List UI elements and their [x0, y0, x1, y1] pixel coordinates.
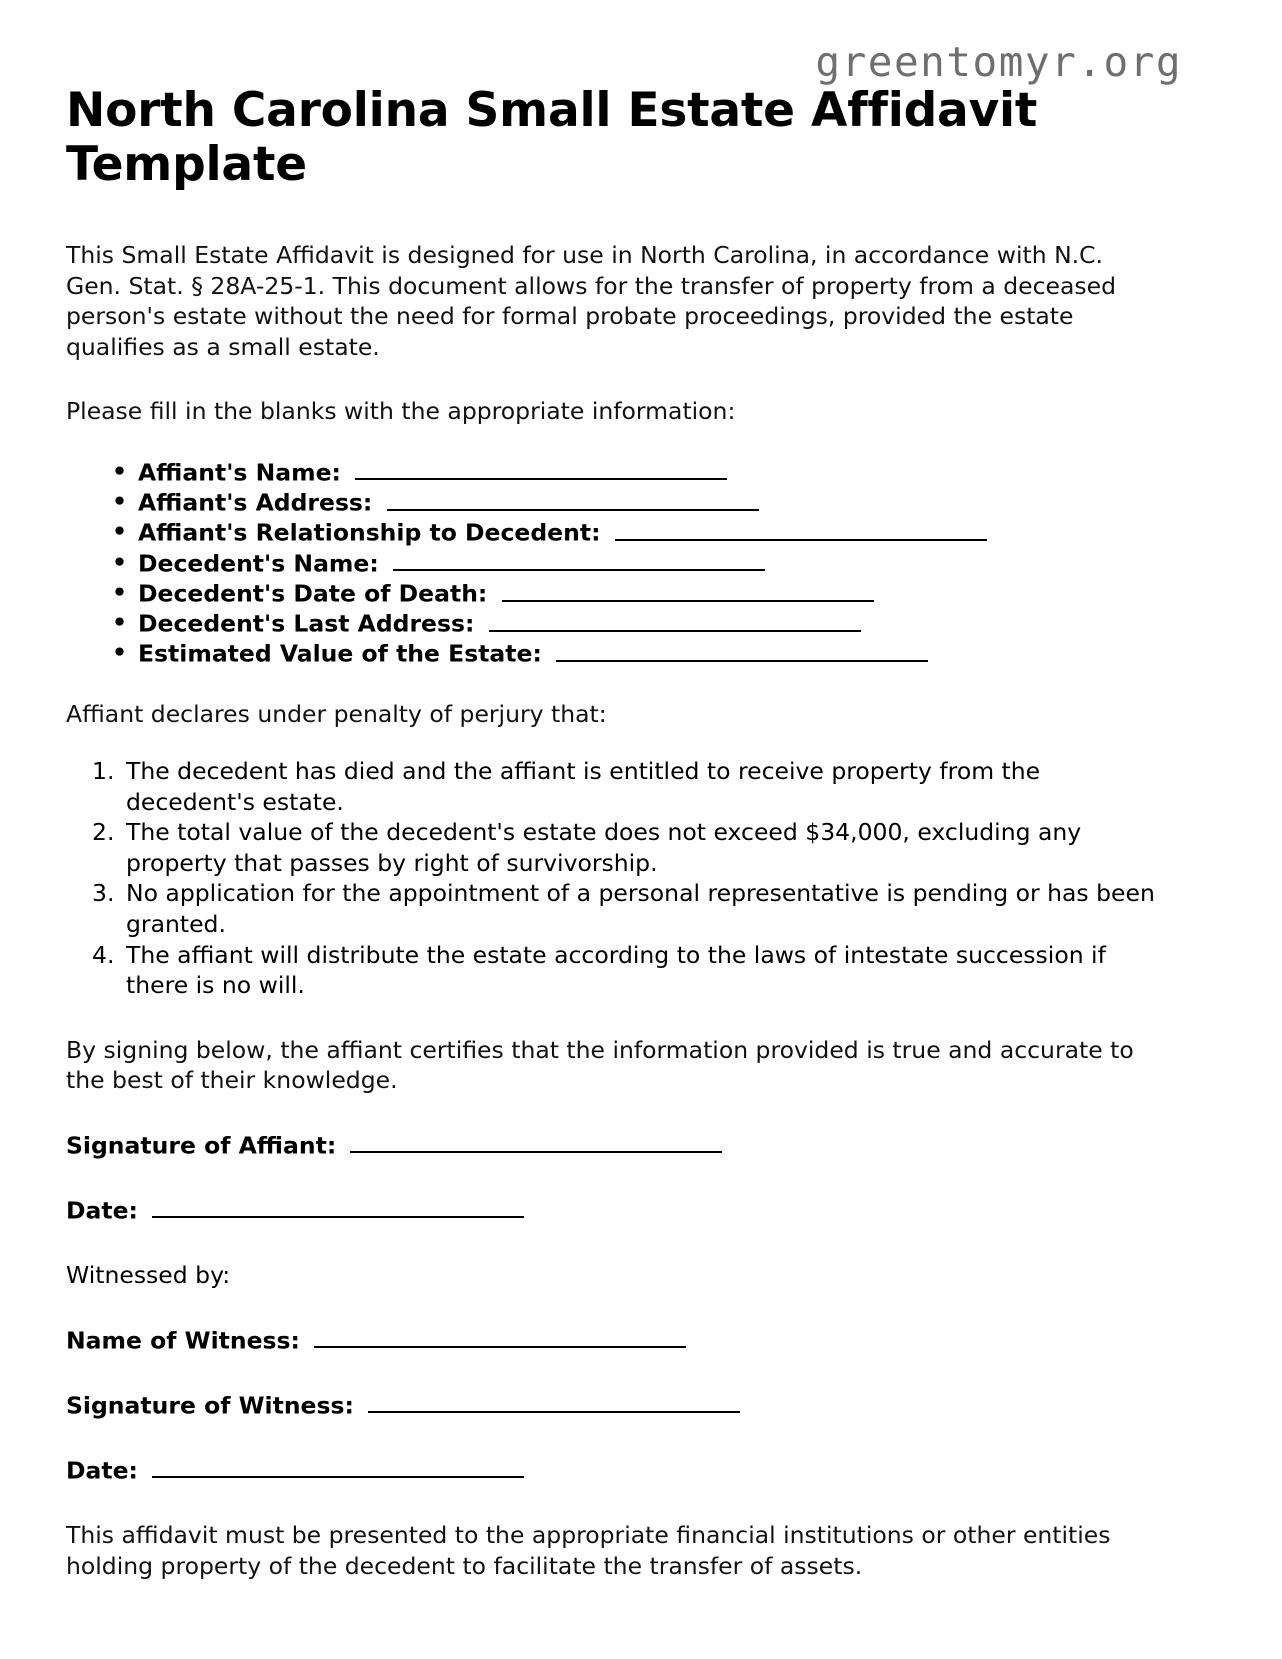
site-watermark: greentomyr.org	[815, 38, 1182, 86]
list-item-estimated-value	[112, 638, 1156, 669]
blank-input-decedent-date-of-death[interactable]	[502, 578, 874, 602]
field-label: Affiant's Address:	[138, 488, 373, 517]
date-witness-row	[66, 1455, 1156, 1486]
bullet-icon: •	[112, 517, 128, 546]
bullet-icon: •	[112, 638, 128, 667]
list-item: The affiant will distribute the estate according to the laws of intestate succession if there is no will.	[126, 940, 1106, 1000]
witness-name-row	[66, 1325, 1156, 1356]
list-item-affiant-relationship	[112, 517, 1156, 547]
blank-fields-list	[66, 457, 1156, 669]
blank-input-affiant-relationship[interactable]	[615, 517, 987, 541]
field-label: Estimated Value of the Estate:	[138, 640, 542, 669]
signature-affiant-label: Signature of Affiant:	[66, 1131, 337, 1160]
fill-instruction-text: Please fill in the blanks with the appropriate information:	[66, 397, 736, 426]
list-item: No application for the appointment of a personal representative is pending or has been granted.	[126, 879, 1155, 938]
date-affiant-label: Date:	[66, 1196, 138, 1225]
blank-input-affiant-address[interactable]	[387, 487, 759, 511]
list-item: The decedent has died and the affiant is entitled to receive property from the decedent's estate.	[126, 757, 1041, 816]
signature-affiant-row	[66, 1130, 1156, 1161]
declaration-intro-text: Affiant declares under penalty of perjury that:	[66, 699, 607, 728]
field-label: Affiant's Relationship to Decedent:	[138, 518, 601, 547]
field-label: Decedent's Last Address:	[138, 609, 475, 638]
declarations-list	[66, 756, 1156, 1000]
list-item-decedent-last-address	[112, 608, 1156, 638]
blank-input-estimated-value[interactable]	[556, 638, 928, 662]
field-label: Decedent's Name:	[138, 549, 379, 578]
blank-input-affiant-name[interactable]	[355, 457, 727, 481]
bullet-icon: •	[112, 577, 128, 606]
blank-input-date-witness[interactable]	[152, 1455, 524, 1479]
date-affiant-row	[66, 1195, 1156, 1226]
blank-input-date-affiant[interactable]	[152, 1195, 524, 1219]
list-item-decedent-name	[112, 547, 1156, 578]
document-content	[66, 0, 1156, 1581]
field-label: Affiant's Name:	[138, 458, 341, 487]
list-item-affiant-address	[112, 487, 1156, 517]
blank-input-decedent-last-address[interactable]	[489, 608, 861, 632]
blank-input-witness-signature[interactable]	[368, 1390, 740, 1414]
witness-signature-row	[66, 1390, 1156, 1421]
bullet-icon: •	[112, 487, 128, 516]
intro-paragraph: This Small Estate Affidavit is designed for use in North Carolina, in accordance with N.C. Gen. Stat. § 28A-25-1. This document allows for the transfer of property from a deceased person's estate without the need for formal probate proceedings, provided the estate qualifies as a small estate.	[66, 241, 1117, 361]
bullet-icon: •	[112, 456, 128, 485]
list-item-decedent-date-of-death	[112, 577, 1156, 608]
list-item: The total value of the decedent's estate does not exceed $34,000, excluding any property that passes by right of survivorship.	[126, 818, 1082, 877]
certification-paragraph: By signing below, the affiant certifies that the information provided is true and accurate to the best of their knowledge.	[66, 1035, 1134, 1095]
witness-name-label: Name of Witness:	[66, 1326, 300, 1355]
date-witness-label: Date:	[66, 1456, 138, 1485]
blank-input-decedent-name[interactable]	[393, 548, 765, 572]
blank-input-signature-affiant[interactable]	[350, 1130, 722, 1154]
closing-paragraph: This affidavit must be presented to the appropriate financial institutions or other entities holding property of the decedent to facilitate the transfer of assets.	[66, 1521, 1111, 1580]
blank-input-witness-name[interactable]	[314, 1325, 686, 1349]
list-item-affiant-name	[112, 456, 1156, 487]
field-label: Decedent's Date of Death:	[138, 579, 488, 608]
witnessed-by-label: Witnessed by:	[66, 1261, 231, 1290]
page-title: North Carolina Small Estate Affidavit Template	[66, 83, 1038, 193]
bullet-icon: •	[112, 547, 128, 576]
bullet-icon: •	[112, 608, 128, 637]
witness-signature-label: Signature of Witness:	[66, 1391, 354, 1420]
